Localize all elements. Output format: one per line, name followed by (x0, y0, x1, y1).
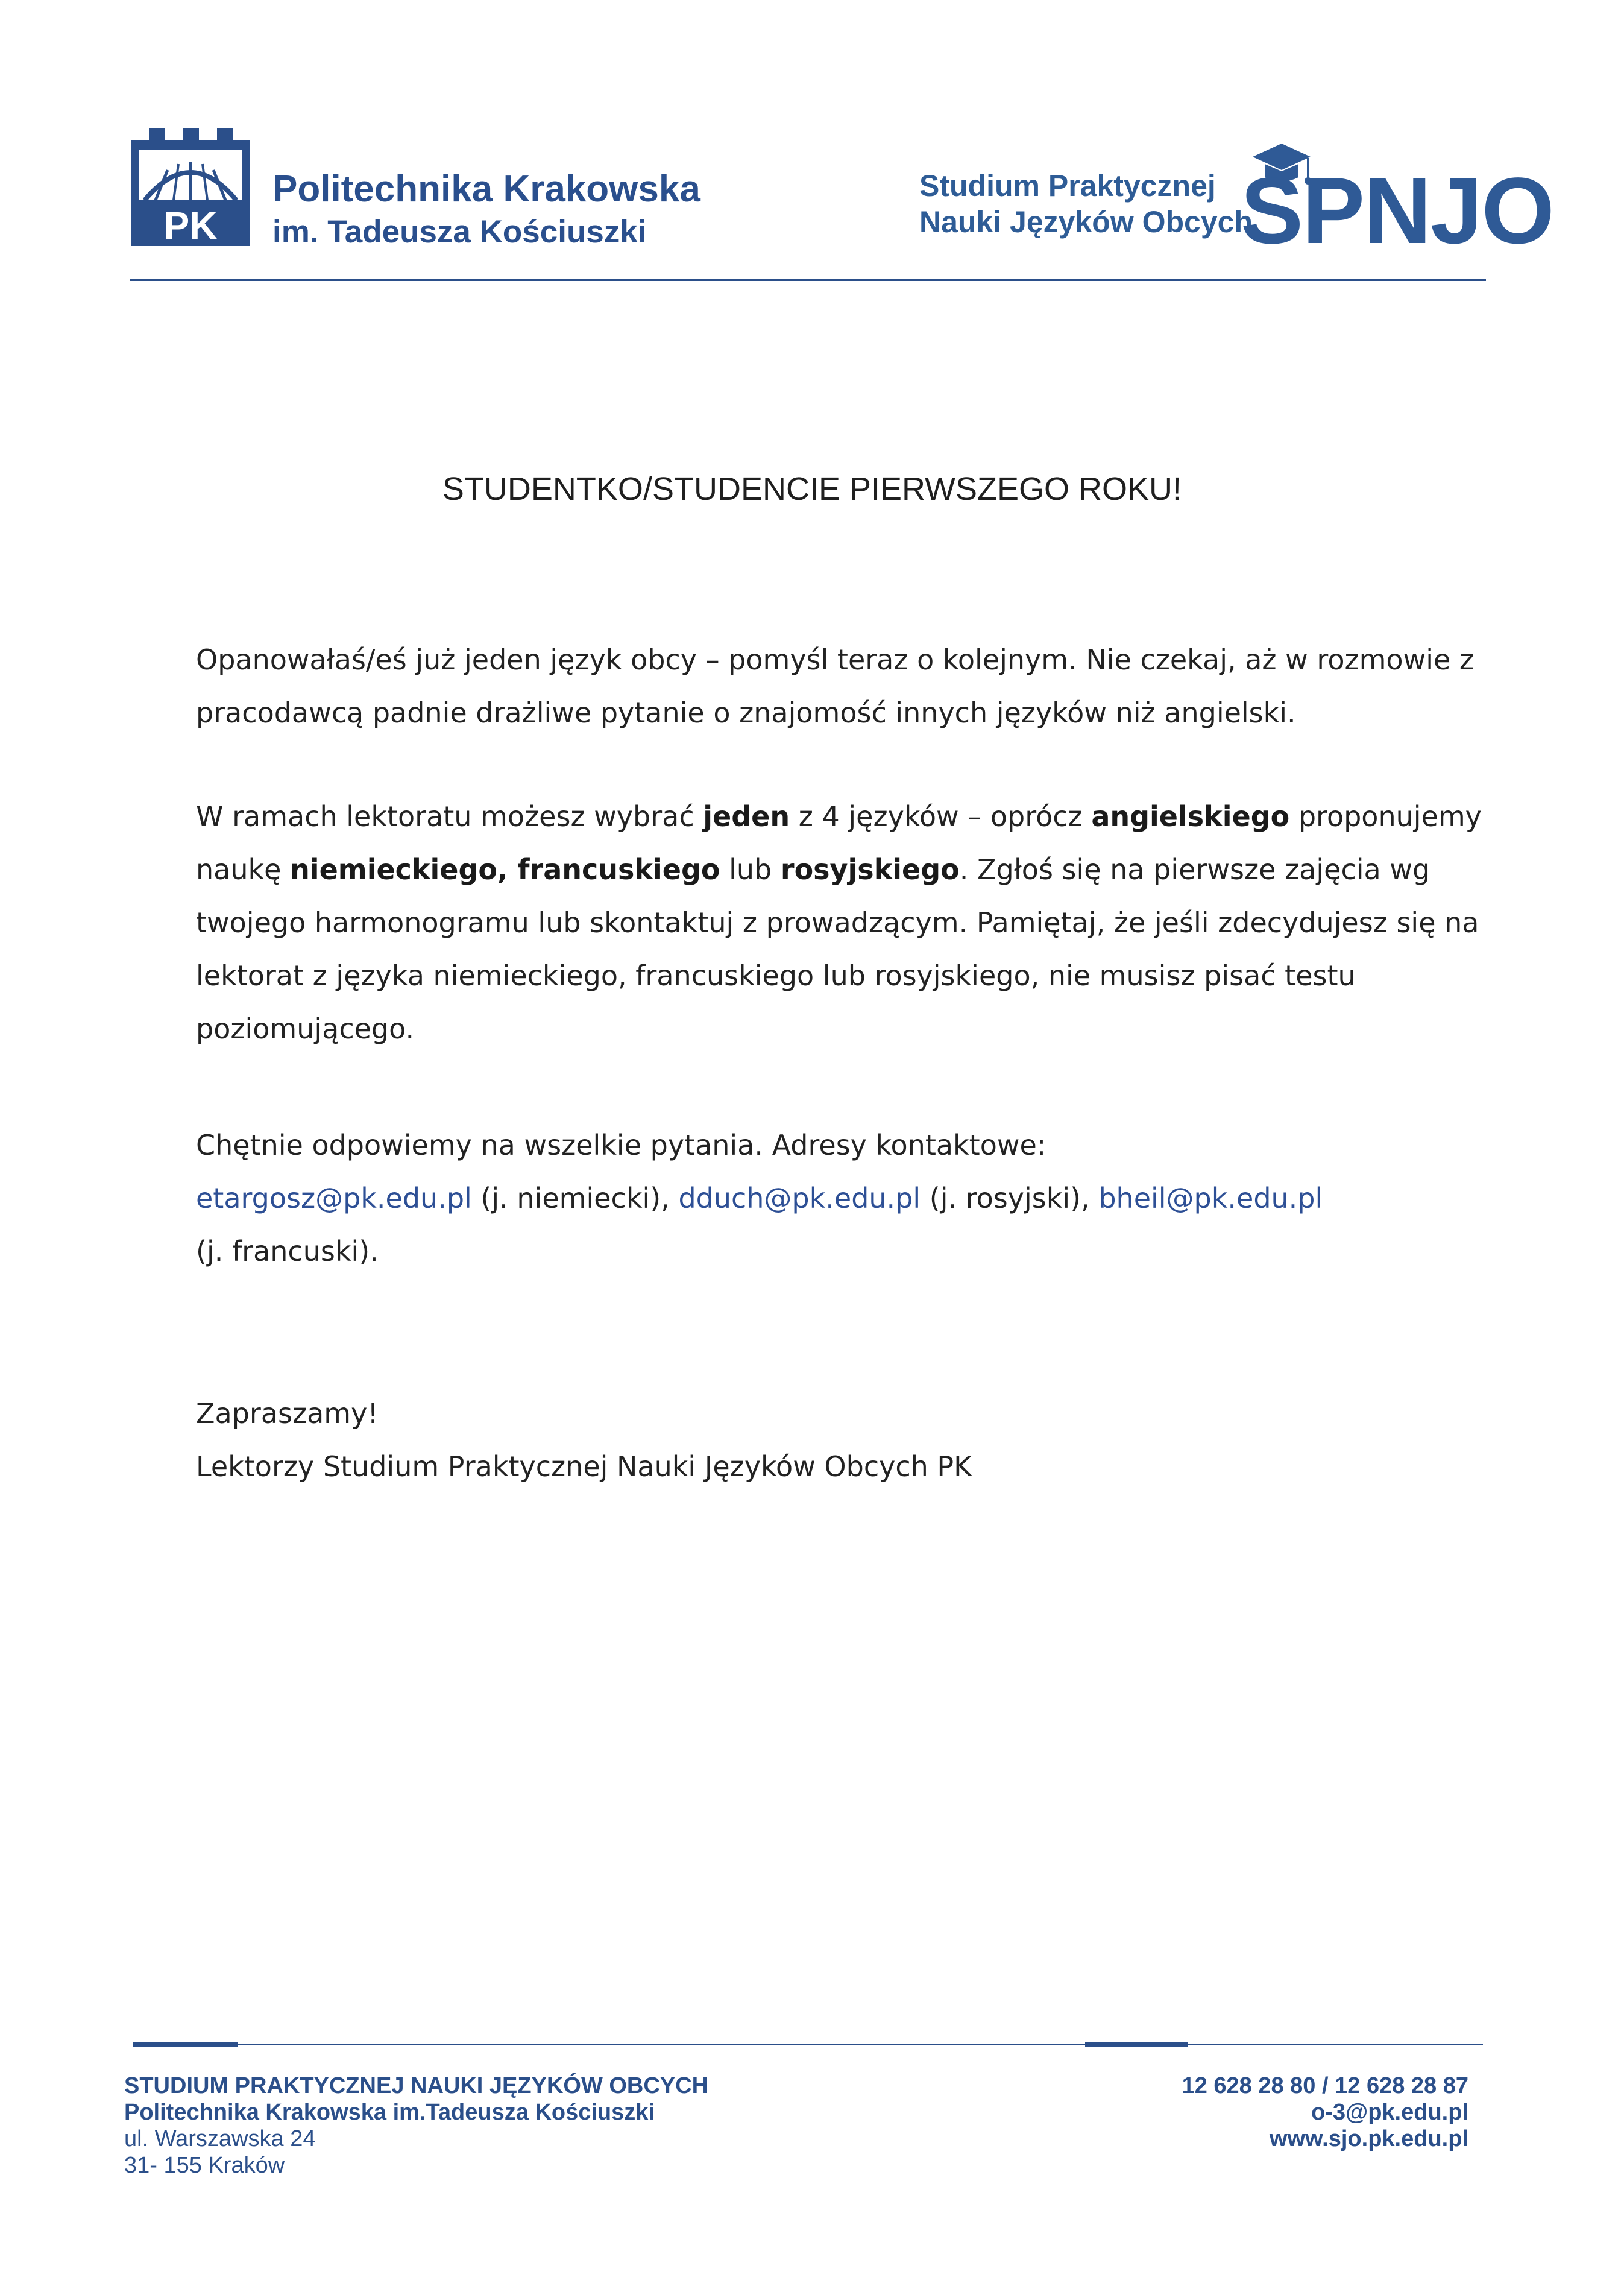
pk-logo-text: PK (163, 204, 218, 246)
closing (196, 1387, 1492, 1493)
footer-city: 31- 155 Kraków (124, 2153, 285, 2178)
text-run: proponujemy naukę (196, 800, 1482, 886)
footer-email[interactable]: o-3@pk.edu.pl (1311, 2100, 1468, 2125)
footer-contact (1182, 2073, 1468, 2152)
university-name-line1: Politechnika Krakowska (272, 168, 700, 210)
footer-phone: 12 628 28 80 / 12 628 28 87 (1182, 2073, 1468, 2098)
bold-run-jeden: jeden (703, 800, 790, 833)
footer-website[interactable]: www.sjo.pk.edu.pl (1269, 2126, 1468, 2152)
email-link-russian[interactable]: dduch@pk.edu.pl (678, 1182, 921, 1214)
paragraph-contacts (196, 1119, 1492, 1278)
closing-signature: Lektorzy Studium Praktycznej Nauki Języków Obcych PK (196, 1450, 972, 1483)
language-label-french: (j. francuski). (196, 1235, 379, 1268)
spnjo-logo-word: SPNJO (1241, 159, 1553, 264)
pk-logo (131, 128, 250, 246)
text-run: z 4 języków – oprócz (790, 800, 1092, 833)
bold-run-angielskiego: angielskiego (1091, 800, 1290, 833)
footer-street: ul. Warszawska 24 (124, 2126, 316, 2152)
bold-run-rosyjskiego: rosyjskiego (780, 853, 960, 886)
footer-address (124, 2073, 708, 2179)
text-run: lub (720, 853, 781, 886)
spnjo-name-line1: Studium Praktycznej (919, 169, 1216, 203)
paragraph-languages (196, 790, 1492, 1055)
document-title: STUDENTKO/STUDENCIE PIERWSZEGO ROKU! (442, 471, 1182, 507)
closing-line1: Zapraszamy! (196, 1397, 379, 1430)
bold-run-niemieckiego-francuskiego: niemieckiego, francuskiego (290, 853, 720, 886)
contacts-line (196, 1172, 1492, 1225)
email-link-german[interactable]: etargosz@pk.edu.pl (196, 1182, 472, 1214)
language-label-russian: (j. rosyjski), (921, 1182, 1099, 1214)
contacts-intro: Chętnie odpowiemy na wszelkie pytania. Adresy kontaktowe: (196, 1129, 1046, 1161)
footer-divider (133, 2044, 1483, 2045)
paragraph-intro: Opanowałaś/eś już jeden język obcy – pomyśl teraz o kolejnym. Nie czekaj, aż w rozmowie z pracodawcą padnie drażliwe pytanie o znajomość innych języków niż angielski. (196, 643, 1475, 729)
footer-unit-name: STUDIUM PRAKTYCZNEJ NAUKI JĘZYKÓW OBCYCH (124, 2073, 709, 2098)
spnjo-full-name (919, 168, 1253, 240)
text-run: . Zgłoś się na pierwsze zajęcia wg twojego harmonogramu lub skontaktuj z prowadzącym. Pamiętaj, że jeśli zdecydujesz się na lektorat z języka niemieckiego, francuskiego lub rosyjskiego, nie musisz pisać testu poziomującego. (196, 853, 1479, 1045)
university-name (272, 169, 700, 250)
letterhead (0, 0, 1624, 283)
spnjo-name-line2: Nauki Języków Obcych (919, 205, 1253, 239)
email-link-french[interactable]: bheil@pk.edu.pl (1098, 1182, 1323, 1214)
header-divider (130, 279, 1486, 281)
language-label-german: (j. niemiecki), (471, 1182, 679, 1214)
text-run: W ramach lektoratu możesz wybrać (196, 800, 703, 833)
university-name-line2: im. Tadeusza Kościuszki (272, 214, 647, 250)
footer-university: Politechnika Krakowska im.Tadeusza Kościuszki (124, 2100, 655, 2125)
